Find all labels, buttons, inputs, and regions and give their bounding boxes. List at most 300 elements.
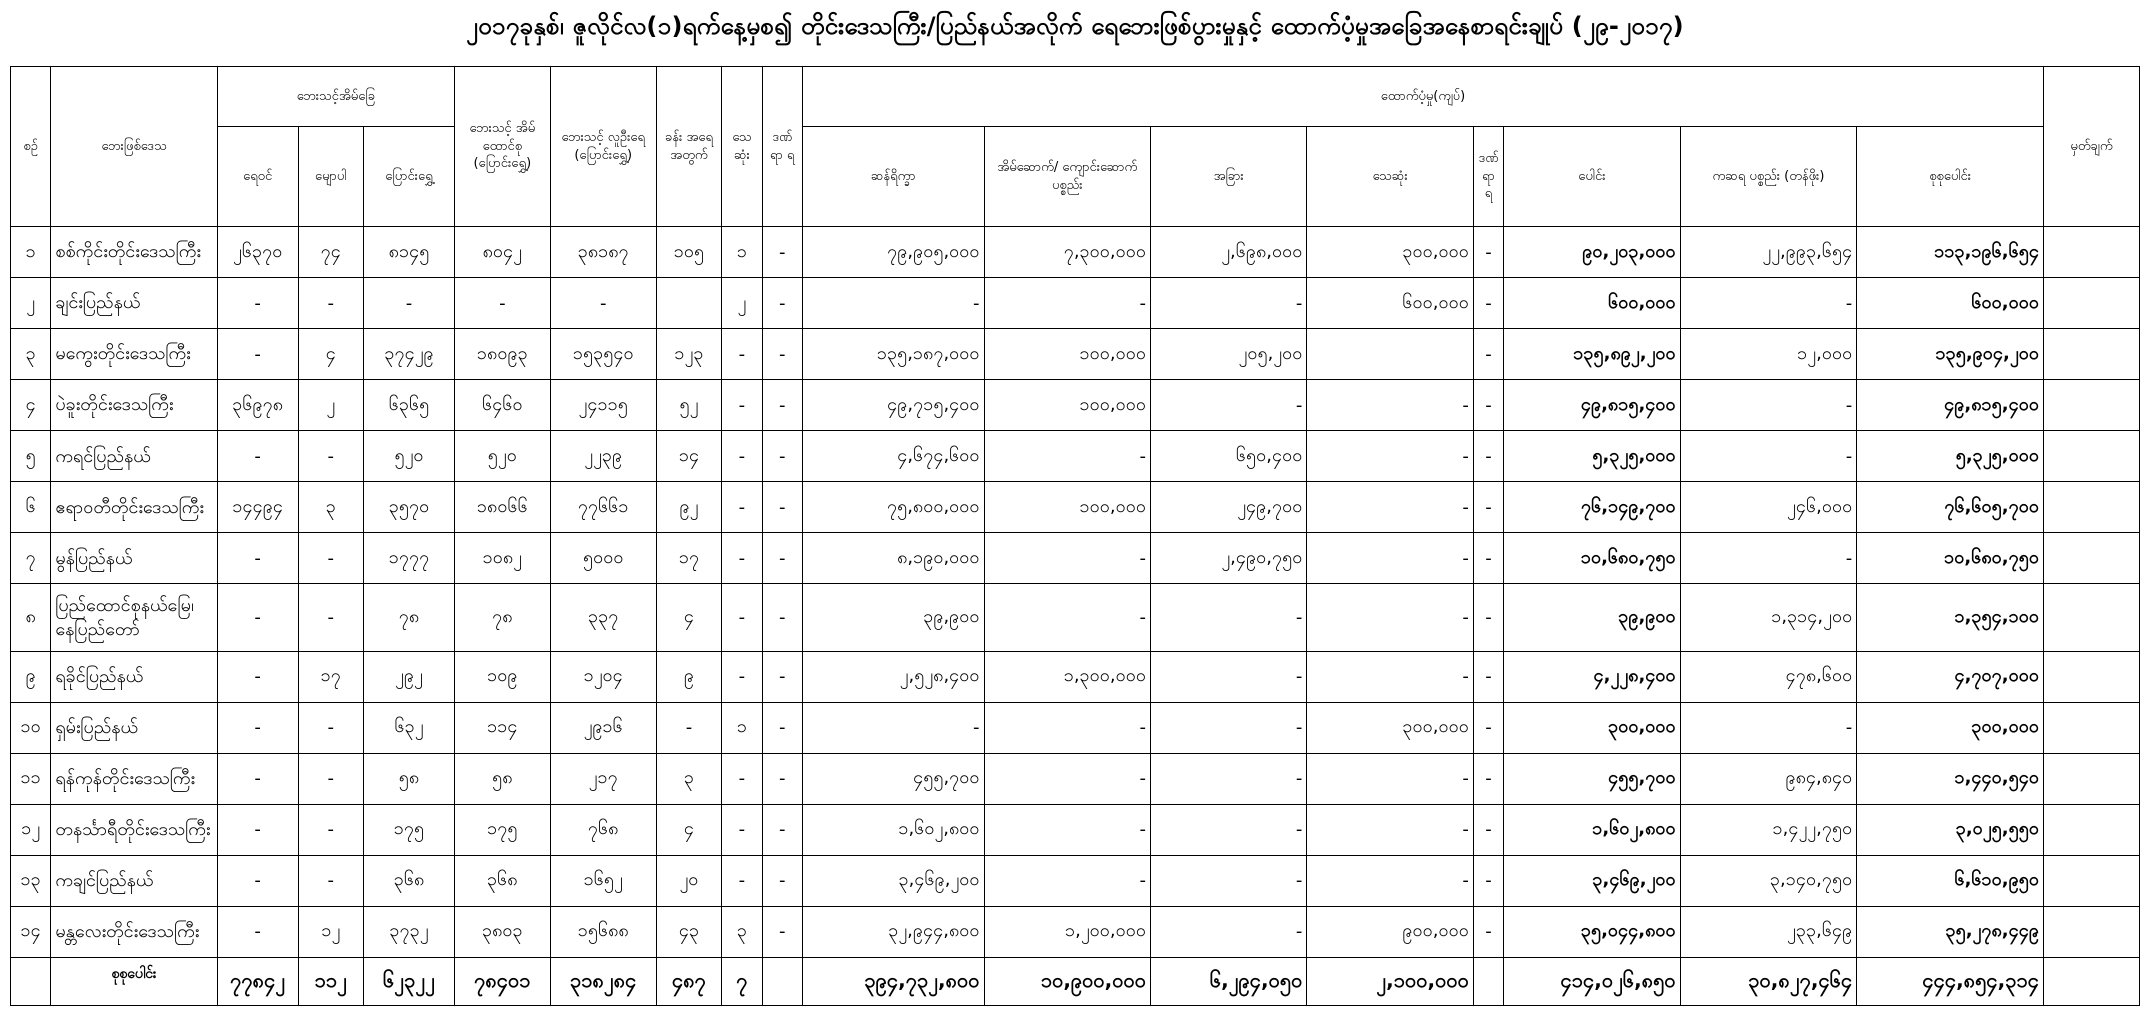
- cell-other: ၂၀၅,၂၀၀: [1151, 329, 1307, 380]
- cell-injured-comp: -: [1473, 533, 1503, 584]
- cell-camps: ၄: [656, 804, 722, 855]
- cell-cash: ၈,၁၉၀,၀၀၀: [802, 533, 984, 584]
- cell-villages: -: [217, 584, 298, 651]
- cell-housing: ၁၀၀,၀၀၀: [984, 380, 1150, 431]
- cell-displaced: ၂၉၂: [364, 651, 455, 702]
- cell-houses: ၃: [298, 482, 364, 533]
- cell-dead: -: [722, 431, 762, 482]
- cell-cash: -: [802, 278, 984, 329]
- cell-grand-total: ၆,၆၁၀,၉၅၀: [1857, 855, 2044, 906]
- cell-villages: -: [217, 533, 298, 584]
- cell-nonfood: ၂၃၃,၆၄၉: [1680, 906, 1857, 957]
- cell-dead: ၁: [722, 227, 762, 278]
- cell-injured-comp: -: [1473, 906, 1503, 957]
- cell-houses: -: [298, 855, 364, 906]
- cell-nonfood: ၁,၃၁၄,၂၀၀: [1680, 584, 1857, 651]
- cell-injured-comp: -: [1473, 227, 1503, 278]
- cell-death-comp: ၃၀၀,၀၀၀: [1307, 227, 1473, 278]
- cell-displaced: ၃၇၄၂၉: [364, 329, 455, 380]
- cell-people: ၃၃၇: [550, 584, 656, 651]
- cell-people: ၇၆၈: [550, 804, 656, 855]
- cell-dead: -: [722, 651, 762, 702]
- cell-total: ၁၃၅,၈၉၂,၂၀၀: [1504, 329, 1681, 380]
- cell-total: ၄၉,၈၁၅,၄၀၀: [1504, 380, 1681, 431]
- cell-total: ၅,၃၂၅,၀၀၀: [1504, 431, 1681, 482]
- cell-houses: -: [298, 584, 364, 651]
- cell-houses: -: [298, 533, 364, 584]
- cell-villages: -: [217, 855, 298, 906]
- cell-displaced: ၅၂၀: [364, 431, 455, 482]
- cell-total: ၁၀,၆၈၀,၇၅၀: [1504, 533, 1681, 584]
- cell-missing: -: [762, 651, 802, 702]
- table-row: [11, 855, 2140, 906]
- cell-other: -: [1151, 278, 1307, 329]
- cell-housing: -: [984, 702, 1150, 753]
- cell-total: ၇၆,၁၄၉,၇၀၀: [1504, 482, 1681, 533]
- cell-households: ၁၀၉: [454, 651, 550, 702]
- cell-missing: -: [762, 804, 802, 855]
- cell-injured-comp: -: [1473, 482, 1503, 533]
- cell-displaced: ၃၅၇၀: [364, 482, 455, 533]
- cell-villages: -: [217, 651, 298, 702]
- cell-total: ၄၅၅,၇၀၀: [1504, 753, 1681, 804]
- cell-remarks: [2044, 431, 2140, 482]
- cell-death-comp: ၃၀၀,၀၀၀: [1307, 702, 1473, 753]
- table-body: [11, 227, 2140, 958]
- cell-total: ၃,၄၆၉,၂၀၀: [1504, 855, 1681, 906]
- cell-total: ၉၀,၂၀၃,၀၀၀: [1504, 227, 1681, 278]
- cell-dead: -: [722, 855, 762, 906]
- cell-nonfood: -: [1680, 380, 1857, 431]
- cell-sr: ၁: [11, 227, 51, 278]
- cell-camps: [656, 278, 722, 329]
- cell-villages: ၂၆၃၇၀: [217, 227, 298, 278]
- page-title: ၂၀၁၇ခုနှစ်၊ ဇူလိုင်လ(၁)ရက်နေ့မှစ၍ တိုင်းဒေသကြီး/ပြည်နယ်အလိုက် ရေဘေးဖြစ်ပွားမှုနှင့် ထောက်ပံ့မှုအခြေအနေစာရင်းချုပ် (၂၉-၂၀၁၇): [466, 12, 1684, 40]
- cell-other: -: [1151, 380, 1307, 431]
- cell-grand-total: ၁,၄၄၀,၅၄၀: [1857, 753, 2044, 804]
- cell-displaced: ၁၇၇၇: [364, 533, 455, 584]
- cell-households: ၅၂၀: [454, 431, 550, 482]
- table-row: [11, 651, 2140, 702]
- flood-relief-table: [10, 66, 2140, 1006]
- cell-nonfood: ၂၂,၉၉၃,၆၅၄: [1680, 227, 1857, 278]
- cell-sr: ၄: [11, 380, 51, 431]
- cell-injured-comp: -: [1473, 804, 1503, 855]
- totals-households: ၇၈၄၀၁: [454, 958, 550, 1006]
- cell-missing: -: [762, 906, 802, 957]
- cell-displaced: ၅၈: [364, 753, 455, 804]
- cell-death-comp: -: [1307, 753, 1473, 804]
- cell-death-comp: [1307, 329, 1473, 380]
- header-grand-total: စုစုပေါင်း: [1857, 127, 2044, 227]
- cell-houses: ၁၇: [298, 651, 364, 702]
- cell-missing: -: [762, 278, 802, 329]
- cell-region: ဧရာဝတီတိုင်းဒေသကြီး: [51, 482, 217, 533]
- totals-cash: ၃၉၄,၇၃၂,၈၀၀: [802, 958, 984, 1006]
- cell-region: မန္တလေးတိုင်းဒေသကြီး: [51, 906, 217, 957]
- cell-people: ၂၉၁၆: [550, 702, 656, 753]
- cell-region: ပြည်ထောင်စုနယ်မြေ၊ နေပြည်တော်: [51, 584, 217, 651]
- header-camps: ခန်း အရေ အတွက်: [656, 67, 722, 227]
- cell-remarks: [2044, 329, 2140, 380]
- cell-cash: -: [802, 702, 984, 753]
- header-support-group: ထောက်ပံ့မှု(ကျပ်): [802, 67, 2043, 127]
- cell-region: တနင်္သာရီတိုင်းဒေသကြီး: [51, 804, 217, 855]
- cell-people: ၁၅၃၅၄၀: [550, 329, 656, 380]
- cell-cash: ၄,၆၇၄,၆၀၀: [802, 431, 984, 482]
- cell-housing: -: [984, 431, 1150, 482]
- cell-housing: -: [984, 278, 1150, 329]
- cell-camps: ၅၂: [656, 380, 722, 431]
- cell-people: ၅၀၀၀: [550, 533, 656, 584]
- cell-people: ၁၆၅၂: [550, 855, 656, 906]
- cell-sr: ၇: [11, 533, 51, 584]
- cell-grand-total: ၁၀,၆၈၀,၇၅၀: [1857, 533, 2044, 584]
- cell-sr: ၂: [11, 278, 51, 329]
- cell-region: ရန်ကုန်တိုင်းဒေသကြီး: [51, 753, 217, 804]
- cell-grand-total: ၃၅,၂၇၈,၄၄၉: [1857, 906, 2044, 957]
- cell-total: ၃၉,၉၀၀: [1504, 584, 1681, 651]
- cell-remarks: [2044, 278, 2140, 329]
- cell-remarks: [2044, 753, 2140, 804]
- cell-dead: -: [722, 804, 762, 855]
- cell-people: -: [550, 278, 656, 329]
- cell-cash: ၇၅,၈၀၀,၀၀၀: [802, 482, 984, 533]
- cell-injured-comp: -: [1473, 380, 1503, 431]
- cell-death-comp: -: [1307, 533, 1473, 584]
- table-row: [11, 431, 2140, 482]
- cell-grand-total: ၄၉,၈၁၅,၄၀၀: [1857, 380, 2044, 431]
- header-nonfood: ကဆရ ပစ္စည်း (တန်ဖိုး): [1680, 127, 1857, 227]
- cell-camps: ၁၄: [656, 431, 722, 482]
- cell-remarks: [2044, 533, 2140, 584]
- cell-region: မကွေးတိုင်းဒေသကြီး: [51, 329, 217, 380]
- cell-villages: -: [217, 329, 298, 380]
- cell-villages: -: [217, 278, 298, 329]
- cell-displaced: ၃၇၃၂: [364, 906, 455, 957]
- header-villages: ရေဝင်: [217, 127, 298, 227]
- cell-grand-total: ၇၆,၆၀၅,၇၀၀: [1857, 482, 2044, 533]
- cell-sr: ၁၄: [11, 906, 51, 957]
- cell-displaced: ၃၆၈: [364, 855, 455, 906]
- cell-grand-total: ၆၀၀,၀၀၀: [1857, 278, 2044, 329]
- totals-label: စုစုပေါင်း: [51, 958, 217, 1006]
- cell-people: ၂၄၁၁၅: [550, 380, 656, 431]
- table-row: [11, 380, 2140, 431]
- cell-sr: ၉: [11, 651, 51, 702]
- cell-region: မွန်ပြည်နယ်: [51, 533, 217, 584]
- cell-remarks: [2044, 906, 2140, 957]
- totals-grand-total: ၄၄၄,၈၅၄,၃၁၄: [1857, 958, 2044, 1006]
- cell-region: စစ်ကိုင်းတိုင်းဒေသကြီး: [51, 227, 217, 278]
- cell-region: ချင်းပြည်နယ်: [51, 278, 217, 329]
- totals-remarks: [2044, 958, 2140, 1006]
- table-row: [11, 753, 2140, 804]
- cell-cash: ၄၅၅,၇၀၀: [802, 753, 984, 804]
- cell-region: ရှမ်းပြည်နယ်: [51, 702, 217, 753]
- header-housing: အိမ်ဆောက်/ ကျောင်းဆောက် ပစ္စည်း: [984, 127, 1150, 227]
- cell-remarks: [2044, 804, 2140, 855]
- cell-households: ၇၈: [454, 584, 550, 651]
- cell-remarks: [2044, 227, 2140, 278]
- cell-people: ၂၁၇: [550, 753, 656, 804]
- cell-camps: ၁၀၅: [656, 227, 722, 278]
- table-row: [11, 227, 2140, 278]
- cell-camps: -: [656, 702, 722, 753]
- cell-villages: ၁၄၄၉၄: [217, 482, 298, 533]
- header-region: ဘေးဖြစ်ဒေသ: [51, 67, 217, 227]
- cell-injured-comp: -: [1473, 431, 1503, 482]
- cell-cash: ၃၂,၉၄၄,၈၀၀: [802, 906, 984, 957]
- cell-villages: -: [217, 753, 298, 804]
- cell-grand-total: ၃,၀၂၅,၅၅၀: [1857, 804, 2044, 855]
- cell-missing: -: [762, 753, 802, 804]
- cell-other: -: [1151, 584, 1307, 651]
- cell-cash: ၃,၄၆၉,၂၀၀: [802, 855, 984, 906]
- cell-other: -: [1151, 651, 1307, 702]
- totals-total: ၄၁၄,၀၂၆,၈၅၀: [1504, 958, 1681, 1006]
- cell-nonfood: ၁,၄၂၂,၇၅၀: [1680, 804, 1857, 855]
- cell-people: ၁၂၀၄: [550, 651, 656, 702]
- header-row-1: [11, 67, 2140, 127]
- table-row: [11, 278, 2140, 329]
- totals-camps: ၄၈၇: [656, 958, 722, 1006]
- cell-death-comp: -: [1307, 431, 1473, 482]
- cell-camps: ၄: [656, 584, 722, 651]
- cell-total: ၄,၂၂၈,၄၀၀: [1504, 651, 1681, 702]
- cell-total: ၃၀၀,၀၀၀: [1504, 702, 1681, 753]
- cell-households: ၁၇၅: [454, 804, 550, 855]
- cell-nonfood: -: [1680, 431, 1857, 482]
- table-row: [11, 702, 2140, 753]
- cell-displaced: ၆၃၆၅: [364, 380, 455, 431]
- totals-houses: ၁၁၂: [298, 958, 364, 1006]
- table-row: [11, 329, 2140, 380]
- cell-displaced: ၁၇၅: [364, 804, 455, 855]
- cell-other: -: [1151, 702, 1307, 753]
- table-row: [11, 584, 2140, 651]
- cell-death-comp: -: [1307, 380, 1473, 431]
- header-households: ဘေးသင့် အိမ် ထောင်စု (ပြောင်းရွှေ့): [454, 67, 550, 227]
- cell-missing: -: [762, 431, 802, 482]
- cell-missing: -: [762, 702, 802, 753]
- cell-displaced: ၈၁၄၅: [364, 227, 455, 278]
- header-houses: မျောပါ: [298, 127, 364, 227]
- cell-nonfood: ၉၈၄,၈၄၀: [1680, 753, 1857, 804]
- cell-camps: ၁၂၃: [656, 329, 722, 380]
- cell-missing: -: [762, 482, 802, 533]
- cell-dead: -: [722, 584, 762, 651]
- cell-dead: -: [722, 380, 762, 431]
- totals-villages: ၇၇၈၄၂: [217, 958, 298, 1006]
- cell-nonfood: ၃,၁၄၀,၇၅၀: [1680, 855, 1857, 906]
- cell-housing: -: [984, 584, 1150, 651]
- cell-camps: ၂၀: [656, 855, 722, 906]
- cell-region: ကရင်ပြည်နယ်: [51, 431, 217, 482]
- cell-dead: -: [722, 329, 762, 380]
- cell-houses: -: [298, 804, 364, 855]
- cell-death-comp: -: [1307, 651, 1473, 702]
- cell-total: ၃၅,၀၄၄,၈၀၀: [1504, 906, 1681, 957]
- cell-villages: -: [217, 804, 298, 855]
- cell-region: ရခိုင်ပြည်နယ်: [51, 651, 217, 702]
- table-row: [11, 482, 2140, 533]
- cell-sr: ၈: [11, 584, 51, 651]
- cell-sr: ၁၃: [11, 855, 51, 906]
- cell-remarks: [2044, 482, 2140, 533]
- cell-region: ပဲခူးတိုင်းဒေသကြီး: [51, 380, 217, 431]
- header-remarks: မှတ်ချက်: [2044, 67, 2140, 227]
- cell-housing: -: [984, 855, 1150, 906]
- cell-remarks: [2044, 855, 2140, 906]
- cell-death-comp: -: [1307, 804, 1473, 855]
- cell-housing: ၁၀၀,၀၀၀: [984, 329, 1150, 380]
- cell-injured-comp: -: [1473, 753, 1503, 804]
- cell-displaced: ၆၃၂: [364, 702, 455, 753]
- header-other: အခြား: [1151, 127, 1307, 227]
- table-row: [11, 906, 2140, 957]
- cell-nonfood: ၂၄၆,၀၀၀: [1680, 482, 1857, 533]
- cell-nonfood: -: [1680, 278, 1857, 329]
- cell-missing: -: [762, 533, 802, 584]
- cell-households: ၁၈၀၉၃: [454, 329, 550, 380]
- cell-nonfood: -: [1680, 702, 1857, 753]
- cell-grand-total: ၁၃၅,၉၀၄,၂၀၀: [1857, 329, 2044, 380]
- cell-total: ၆၀၀,၀၀၀: [1504, 278, 1681, 329]
- totals-missing: [762, 958, 802, 1006]
- cell-houses: -: [298, 431, 364, 482]
- cell-cash: ၂,၅၂၈,၄၀၀: [802, 651, 984, 702]
- cell-sr: ၁၁: [11, 753, 51, 804]
- cell-injured-comp: -: [1473, 329, 1503, 380]
- cell-other: -: [1151, 753, 1307, 804]
- cell-housing: -: [984, 753, 1150, 804]
- header-people: ဘေးသင့် လူဦးရေ (ပြောင်းရွှေ့): [550, 67, 656, 227]
- cell-nonfood: ၁၂,၀၀၀: [1680, 329, 1857, 380]
- totals-people: ၃၁၈၂၈၄: [550, 958, 656, 1006]
- cell-other: ၂၄၉,၇၀၀: [1151, 482, 1307, 533]
- cell-grand-total: ၅,၃၂၅,၀၀၀: [1857, 431, 2044, 482]
- header-cash: ဆန်ရိက္ခာ: [802, 127, 984, 227]
- header-displaced: ပြောင်းရွှေ့: [364, 127, 455, 227]
- cell-injured-comp: -: [1473, 278, 1503, 329]
- totals-death-comp: ၂,၁၀၀,၀၀၀: [1307, 958, 1473, 1006]
- cell-housing: ၁၀၀,၀၀၀: [984, 482, 1150, 533]
- cell-people: ၇၇၆၆၁: [550, 482, 656, 533]
- cell-households: ၁၈၀၆၆: [454, 482, 550, 533]
- cell-dead: -: [722, 533, 762, 584]
- cell-villages: -: [217, 702, 298, 753]
- cell-dead: ၂: [722, 278, 762, 329]
- cell-cash: ၁,၆၀၂,၈၀၀: [802, 804, 984, 855]
- table-row: [11, 533, 2140, 584]
- cell-houses: -: [298, 278, 364, 329]
- header-camp-group: ဘေးသင့်အိမ်ခြေ: [217, 67, 454, 127]
- totals-sr: [11, 958, 51, 1006]
- totals-dead: ၇: [722, 958, 762, 1006]
- cell-other: -: [1151, 804, 1307, 855]
- cell-camps: ၉: [656, 651, 722, 702]
- cell-death-comp: -: [1307, 855, 1473, 906]
- cell-death-comp: -: [1307, 482, 1473, 533]
- cell-people: ၁၅၆၈၈: [550, 906, 656, 957]
- cell-housing: -: [984, 804, 1150, 855]
- cell-houses: ၁၂: [298, 906, 364, 957]
- cell-people: ၃၈၁၈၇: [550, 227, 656, 278]
- cell-households: ၃၆၈: [454, 855, 550, 906]
- cell-other: ၂,၄၉၀,၇၅၀: [1151, 533, 1307, 584]
- cell-housing: ၁,၃၀၀,၀၀၀: [984, 651, 1150, 702]
- cell-camps: ၃: [656, 753, 722, 804]
- cell-injured-comp: -: [1473, 651, 1503, 702]
- cell-sr: ၆: [11, 482, 51, 533]
- cell-missing: -: [762, 227, 802, 278]
- cell-grand-total: ၄,၇၀၇,၀၀၀: [1857, 651, 2044, 702]
- cell-missing: -: [762, 380, 802, 431]
- cell-houses: -: [298, 702, 364, 753]
- totals-row: [11, 958, 2140, 1006]
- cell-houses: ၂: [298, 380, 364, 431]
- cell-missing: -: [762, 584, 802, 651]
- cell-households: ၈၀၄၂: [454, 227, 550, 278]
- header-dead: သေ ဆုံး: [722, 67, 762, 227]
- totals-displaced: ၆၂၃၂၂: [364, 958, 455, 1006]
- cell-households: ၁၁၄: [454, 702, 550, 753]
- cell-grand-total: ၃၀၀,၀၀၀: [1857, 702, 2044, 753]
- cell-dead: -: [722, 753, 762, 804]
- cell-total: ၁,၆၀၂,၈၀၀: [1504, 804, 1681, 855]
- cell-death-comp: -: [1307, 584, 1473, 651]
- cell-grand-total: ၁၁၃,၁၉၆,၆၅၄: [1857, 227, 2044, 278]
- cell-remarks: [2044, 651, 2140, 702]
- header-death-comp: သေဆုံး: [1307, 127, 1473, 227]
- cell-villages: -: [217, 431, 298, 482]
- cell-households: ၅၈: [454, 753, 550, 804]
- header-total: ပေါင်း: [1504, 127, 1681, 227]
- cell-displaced: -: [364, 278, 455, 329]
- cell-houses: ၄: [298, 329, 364, 380]
- cell-sr: ၅: [11, 431, 51, 482]
- cell-remarks: [2044, 380, 2140, 431]
- cell-cash: ၃၉,၉၀၀: [802, 584, 984, 651]
- cell-region: ကချင်ပြည်နယ်: [51, 855, 217, 906]
- cell-villages: -: [217, 906, 298, 957]
- cell-cash: ၄၉,၇၁၅,၄၀၀: [802, 380, 984, 431]
- cell-sr: ၁၂: [11, 804, 51, 855]
- cell-injured-comp: -: [1473, 584, 1503, 651]
- cell-remarks: [2044, 702, 2140, 753]
- cell-dead: -: [722, 482, 762, 533]
- cell-houses: ၇၄: [298, 227, 364, 278]
- cell-dead: ၃: [722, 906, 762, 957]
- cell-injured-comp: -: [1473, 702, 1503, 753]
- cell-people: ၂၂၃၉: [550, 431, 656, 482]
- cell-camps: ၄၃: [656, 906, 722, 957]
- totals-injured-comp: [1473, 958, 1503, 1006]
- totals-housing: ၁၀,၉၀၀,၀၀၀: [984, 958, 1150, 1006]
- header-injured-comp: ဒဏ် ရာ ရ: [1473, 127, 1503, 227]
- cell-remarks: [2044, 584, 2140, 651]
- cell-displaced: ၇၈: [364, 584, 455, 651]
- cell-cash: ၁၃၅,၁၈၇,၀၀၀: [802, 329, 984, 380]
- cell-missing: -: [762, 855, 802, 906]
- cell-death-comp: ၉၀၀,၀၀၀: [1307, 906, 1473, 957]
- cell-housing: ၇,၃၀၀,၀၀၀: [984, 227, 1150, 278]
- cell-nonfood: ၄၇၈,၆၀၀: [1680, 651, 1857, 702]
- cell-nonfood: -: [1680, 533, 1857, 584]
- cell-grand-total: ၁,၃၅၄,၁၀၀: [1857, 584, 2044, 651]
- cell-households: ၁၀၈၂: [454, 533, 550, 584]
